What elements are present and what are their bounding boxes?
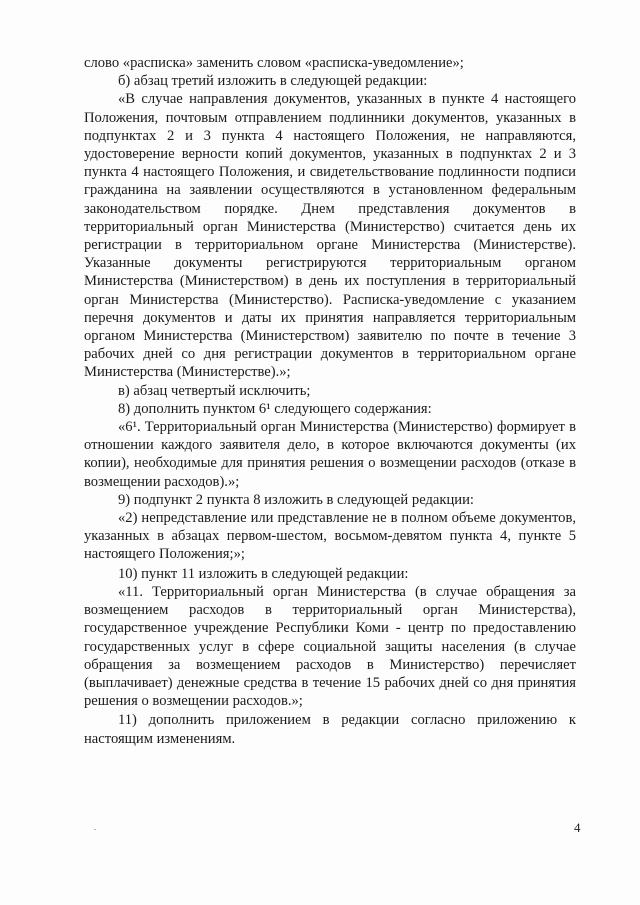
paragraph-item-10: 10) пункт 11 изложить в следующей редакции: [118,565,409,582]
paragraph-item-v: в) абзац четвертый исключить; [118,382,311,399]
paragraph-quoted-point-11: «11. Территориальный орган Министерства (в случае обращения за возмещением расходов в территориальный орган Министерства), государственное учреждение Республики Коми - центр по предоставлению государственных услуг в сфере социальной защиты населения (в случае обращения за возмещением расходов в Министерство) перечисляет (выплачивает) денежные средства в течение 15 рабочих дней со дня принятия решения о возмещении расходов.»; [84,583,576,710]
paragraph-item-11: 11) дополнить приложением в редакции согласно приложению к настоящим изменениям. [84,712,576,747]
paragraph-quoted-subpoint-2: «2) непредставление или представление не в полном объеме документов, указанных в абзацах первом-шестом, восьмом-девятом пункта 4, пункте 5 настоящего Положения;»; [84,510,576,563]
paragraph-item-b: б) абзац третий изложить в следующей редакции: [118,73,428,90]
paragraph-quoted-paragraph-three: «В случае направления документов, указанных в пункте 4 настоящего Положения, почтовым отправлением подлинники документов, указанных в подпунктах 2 и 3 пункта 4 настоящего Положения, не направляются, удостоверение верности копий документов, указанных в подпунктах 2 и 3 пункта 4 настоящего Положения, и свидетельствование подлинности подписи гражданина на заявлении осуществляются в установленном федеральным законодательством порядке. Днем представления документов в территориальный орган Министерства (Министерство) считается день их регистрации в территориальном органе Министерства (Министерстве). Указанные документы регистрируются территориальным органом Министерства (Министерством) в день их поступления в территориальный орган Министерства (Министерство). Расписка-уведомление с указанием перечня документов и даты их принятия направляется территориальным органом Министерства (Министерством) заявителю по почте в течение 3 рабочих дней со дня регистрации документов в территориальном органе Министерства (Министерстве).»; [84,91,576,381]
paragraph-item-8: 8) дополнить пунктом 6¹ следующего содержания: [118,400,432,417]
document-body [84,54,576,748]
paragraph-quoted-point-6-1: «6¹. Территориальный орган Министерства (Министерство) формирует в отношении каждого заявителя дело, в которое включаются документы (их копии), необходимые для принятия решения о возмещении расходов (отказе в возмещении расходов).»; [84,419,576,490]
page-number: 4 [574,820,581,835]
paragraph-replace-word: слово «расписка» заменить словом «расписка-уведомление»; [84,55,464,71]
scan-speck [94,829,96,830]
paragraph-item-9: 9) подпункт 2 пункта 8 изложить в следующей редакции: [118,491,474,508]
